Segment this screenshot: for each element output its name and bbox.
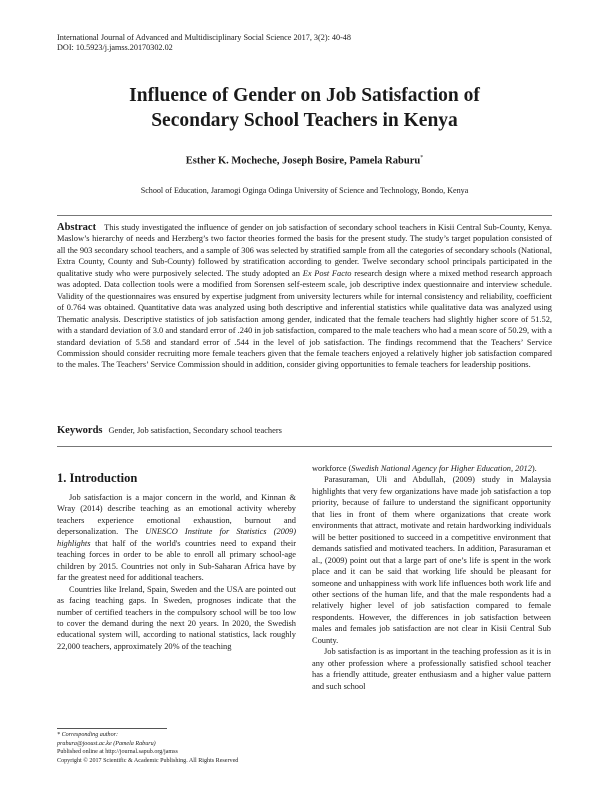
right-paragraph-1: Parasuraman, Uli and Abdullah, (2009) study in Malaysia highlights that very few organizations have made job satisfaction a top priority, because of failure to understand the significant opportunity that lies in front of them where organizations that create work environments that attract, motivate and retain hardworking individuals will be better positioned to succeed in a competitive environment that demands satisfied and motivated teachers. In addition, Parasuraman et al., (2009) point out that a large part of one’s life is spent in the work place and it can be said that working life should be pleasant for someone and unhappiness with work life influences both work life and other sections of the human life, and that the male respondents had a relatively higher level of job satisfaction compared to female respondents. However, the differences in job satisfaction between males and females job satisfaction are not clear in Kisii Central Sub County. xyxy=(312,475,551,645)
title-line-1: Influence of Gender on Job Satisfaction of xyxy=(129,85,480,106)
abstract-top-divider xyxy=(57,215,552,216)
abstract-label: Abstract xyxy=(57,222,97,233)
footnote-copyright: Copyright © 2017 Scientific & Academic Publishing. All Rights Reserved xyxy=(57,757,239,764)
footnotes xyxy=(57,731,317,765)
journal-header xyxy=(57,33,547,53)
abstract-text-italic: Ex Post Facto xyxy=(302,268,352,278)
footnote-corresponding: * Corresponding author: xyxy=(57,732,119,738)
footnote-divider xyxy=(57,728,167,729)
section-heading-introduction: 1. Introduction xyxy=(57,471,138,485)
doi-line: DOI: 10.5923/j.jamss.20170302.02 xyxy=(57,43,173,52)
author-names: Esther K. Mocheche, Joseph Bosire, Pamela Raburu xyxy=(185,155,421,167)
right-p0-italic: Swedish National Agency for Higher Education, 2012 xyxy=(351,464,532,473)
footnote-published: Published online at http://journal.sapub.org/jamss xyxy=(57,749,178,756)
keywords-bottom-divider xyxy=(57,446,552,447)
right-column xyxy=(312,463,551,692)
keywords-text: Gender, Job satisfaction, Secondary school teachers xyxy=(108,426,282,435)
right-col-continuation xyxy=(312,463,551,474)
intro-p1-italic: UNESCO Institute for Statistics (2009) highlights xyxy=(57,527,296,548)
keywords xyxy=(57,425,552,436)
abstract-text-part-1: This study investigated the influence of gender on job satisfaction of secondary school teachers in Kisii Central Sub-County, Kenya. Maslow’s hierarchy of needs and Herzberg’s two factor theories formed the basis for the present study. The study’s target population consisted of all the 903 secondary school teachers, and a sample of 306 was selected by stratified sample from all the categories of secondary schools (National, Extra County, County and Sub-County) followed by stratification according to gender. Twelve secondary school principals participated in the qualitative study who were purposively selected. The study adopted an xyxy=(57,223,552,278)
footnote-email: prabura@jooust.ac.ke (Pamela Raburu) xyxy=(57,740,156,747)
keywords-label: Keywords xyxy=(57,425,103,436)
intro-paragraph-1 xyxy=(57,492,296,584)
abstract xyxy=(57,222,552,371)
abstract-text-part-2: research design where a mixed method research approach was adopted. Data collection tools were a modified from Sorensen self-esteem scale, job descriptive index questionnaire and interview schedule. Validity of the questionnaires was ensured by expertise judgment from university lecturers while for internal consistency and reliability, coefficient of 0.764 was obtained. Quantitative data was analyzed using both descriptive and inferential statistics while qualitative data was analyzed using Thematic analysis. Descriptive statistics of job satisfaction among gender, indicated that the female teachers had slightly higher score of 51.52, with a standard deviation of 3.0 and standard error of .240 in job satisfaction, compared to the male teachers who had a mean score of 50.29, with a standard deviation of 5.58 and standard error of .544 in the level of job satisfaction. The findings recommend that the Teachers’ Service Commission should consider recruiting more female teachers given that the female teachers enjoyed a relatively higher job satisfaction compared to the males. The Teachers’ Service Commission should in addition, consider giving opportunities to female teachers for leadership positions. xyxy=(57,268,552,370)
journal-citation: International Journal of Advanced and Multidisciplinary Social Science 2017, 3(2): 40-48 xyxy=(57,33,351,42)
intro-paragraph-2: Countries like Ireland, Spain, Sweden and the USA are pointed out as facing teaching gaps. In Sweden, prognoses indicate that the number of certified teachers in the compulsory school will be too low to cover the demand during the next 20 years. In 2020, the Swedish educational system will, according to national statistics, lack roughly 22,000 teachers, approximately 20% of the teaching xyxy=(57,584,296,651)
paper-title xyxy=(57,83,552,133)
affiliation: School of Education, Jaramogi Oginga Odinga University of Science and Technology, Bondo, Kenya xyxy=(140,186,469,195)
intro-p1-text-a: Job satisfaction is a major concern in the world, and Kinnan & Wray (2014) describe teaching as an emotional activity whereby teachers experience emotional exhaustion, burnout and depersonalization. The xyxy=(57,493,296,537)
right-p0-text-a: workforce ( xyxy=(312,464,352,473)
author-list xyxy=(57,155,552,167)
left-column xyxy=(57,492,296,652)
right-paragraph-2: Job satisfaction is as important in the teaching profession as it is in any other profession where a professionally satisfied school teacher has a friendly attitude, greater enthusiasm and a higher value pattern and such school xyxy=(312,647,551,691)
right-p0-text-b: ). xyxy=(531,464,537,473)
intro-p1-text-b: that half of the world's countries need to expand their teaching forces in order to be able to enroll all primary school-age children by 2015. Countries not only in Sub-Saharan Africa have by far the greatest need for additional teachers. xyxy=(57,538,296,583)
corresponding-author-mark: * xyxy=(420,155,424,161)
title-line-2: Secondary School Teachers in Kenya xyxy=(151,110,458,131)
